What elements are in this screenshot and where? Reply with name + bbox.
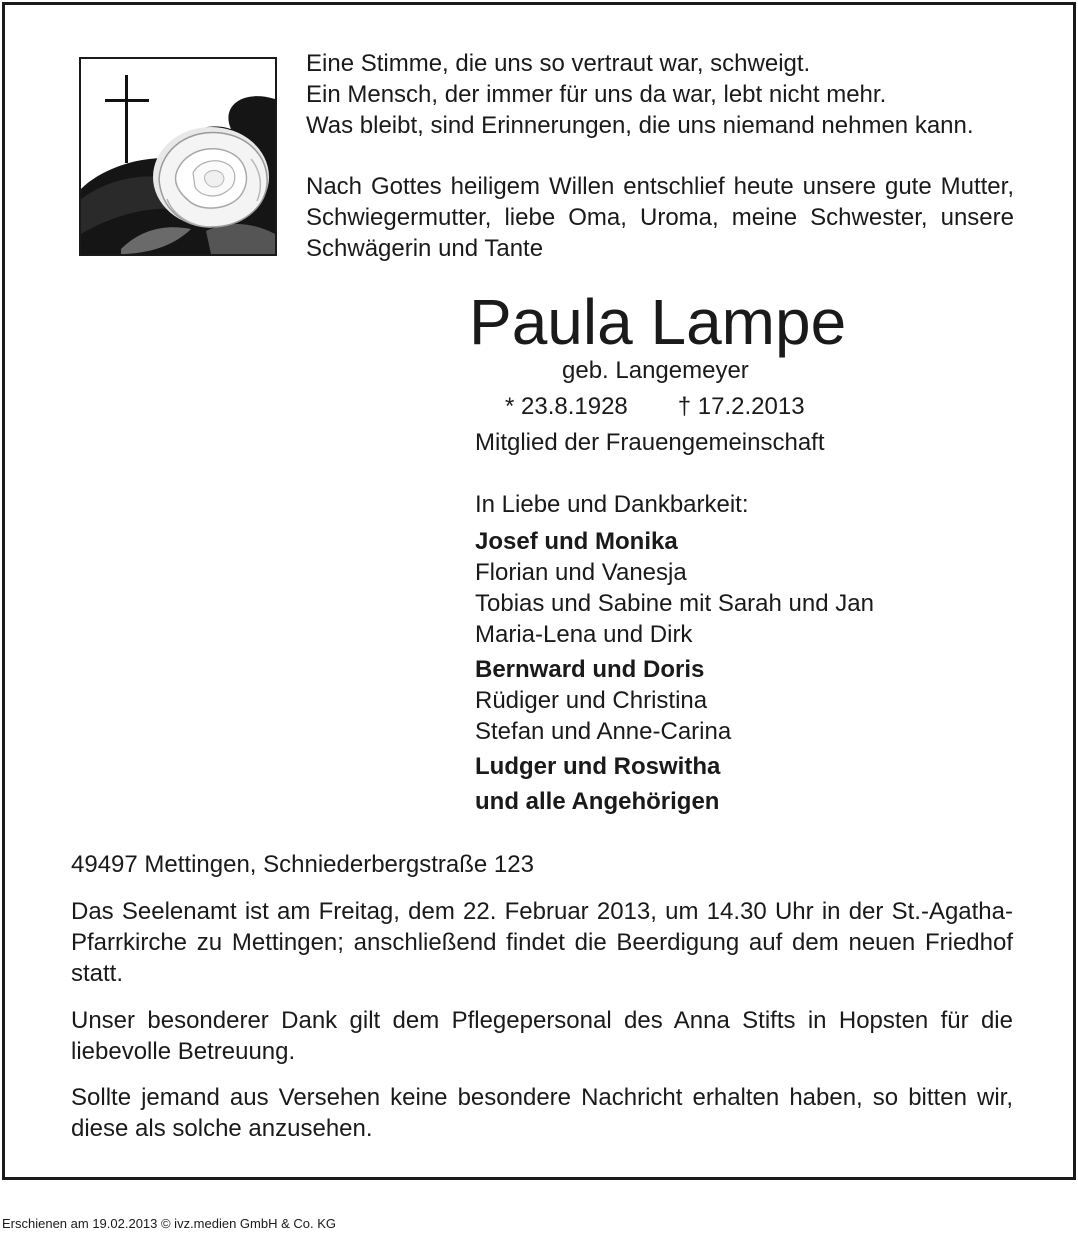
family-head: Josef und Monika [475,528,678,555]
family-member: Tobias und Sabine mit Sarah und Jan [475,590,874,617]
address: 49497 Mettingen, Schniederbergstraße 123 [71,851,534,878]
poem-line: Eine Stimme, die uns so vertraut war, schweigt. [306,50,811,77]
death-date: † 17.2.2013 [677,393,805,420]
family-member: Stefan und Anne-Carina [475,718,732,745]
family-member: Maria-Lena und Dirk [475,621,693,648]
obituary-image [79,57,277,256]
birth-date: * 23.8.1928 [505,393,628,420]
family-member: Florian und Vanesja [475,559,687,586]
poem-line: Was bleibt, sind Erinnerungen, die uns niemand nehmen kann. [306,112,974,139]
notice-note: Sollte jemand aus Versehen keine besondere Nachricht erhalten haben, so bitten wir, diese als solche anzusehen. [71,1084,1013,1142]
funeral-info: Das Seelenamt ist am Freitag, dem 22. Februar 2013, um 14.30 Uhr in der St.-Agatha-Pfarrkirche zu Mettingen; anschließend findet die Beerdigung auf dem neuen Friedhof statt. [71,898,1013,987]
membership: Mitglied der Frauengemeinschaft [475,429,825,456]
poem-line: Ein Mensch, der immer für uns da war, lebt nicht mehr. [306,81,887,108]
intro-text: Nach Gottes heiligem Willen entschlief heute unsere gute Mutter, Schwiegermutter, liebe Oma, Uroma, meine Schwester, unsere Schwägerin und Tante [306,173,1014,262]
poem [306,48,974,141]
cross-icon [105,75,149,163]
mourners-list [475,489,874,817]
thanks-note: Unser besonderer Dank gilt dem Pflegepersonal des Anna Stifts in Hopsten für die liebevolle Betreuung. [71,1007,1013,1065]
life-dates [505,391,805,422]
mourners-intro: In Liebe und Dankbarkeit: [475,491,749,518]
obituary-frame [2,2,1076,1180]
born-name: geb. Langemeyer [562,357,749,384]
family-head: Ludger und Roswitha [475,753,721,780]
deceased-name: Paula Lampe [469,286,847,358]
family-head: Bernward und Doris [475,656,705,683]
publication-footer: Erschienen am 19.02.2013 © ivz.medien GmbH & Co. KG [2,1216,337,1231]
white-rose-icon [81,96,275,254]
all-relatives: und alle Angehörigen [475,788,720,815]
family-member: Rüdiger und Christina [475,687,708,714]
